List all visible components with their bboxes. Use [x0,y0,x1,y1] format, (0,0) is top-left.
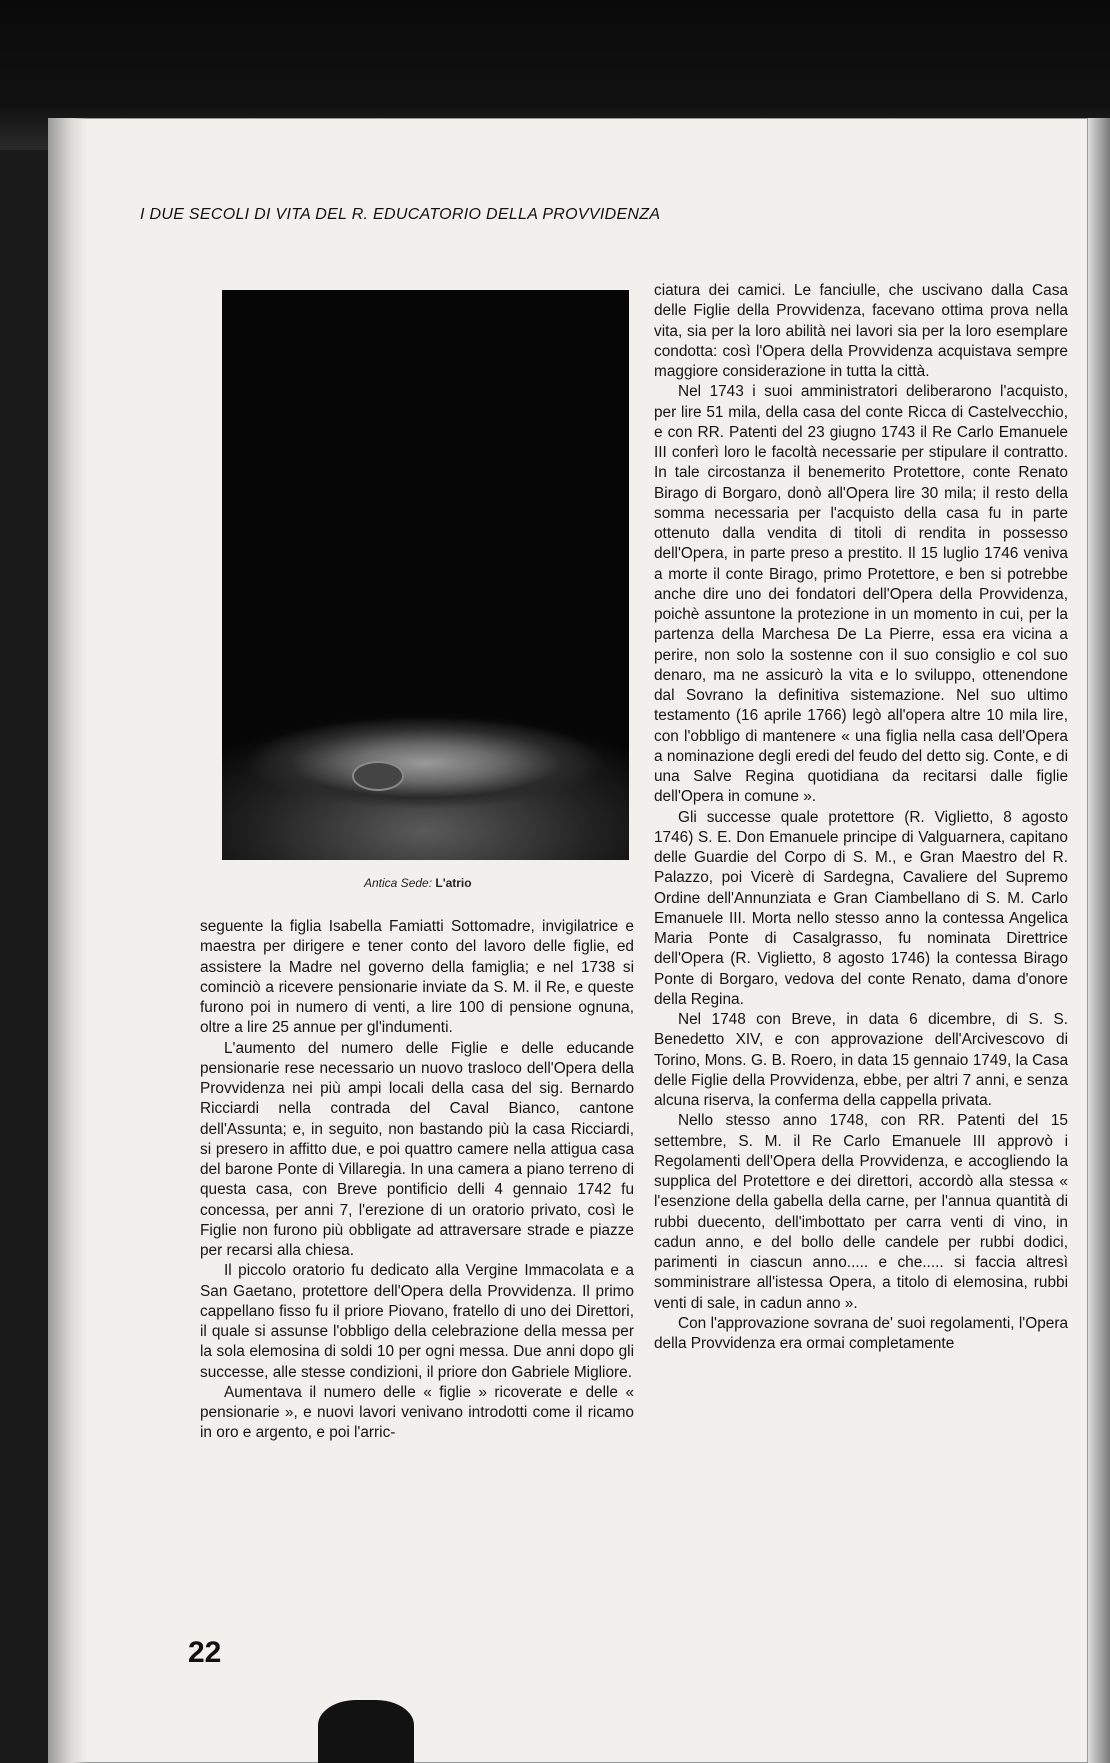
paragraph: Nel 1743 i suoi amministratori deliberarono l'acquisto, per lire 51 mila, della casa del conte Ricca di Castelvecchio, e con RR. Patenti del 23 giugno 1743 il Re Carlo Emanuele III conferì loro le facoltà necessarie per stipulare il contratto. In tale circostanza il benemerito Protettore, conte Renato Birago di Borgaro, donò all'Opera lire 30 mila; il resto della somma necessaria per l'acquisto della casa fu in parte ottenuto dalla vendita di titoli di rendita in possesso dell'Opera, in parte preso a prestito. Il 15 luglio 1746 veniva a morte il conte Birago, primo Protettore, e ben si potrebbe anche dire uno dei fondatori dell'Opera della Provvidenza, poichè assuntone la protezione in un momento in cui, per la partenza della Marchesa De La Pierre, essa era vicina a perire, non solo la sostenne con il suo consiglio e col suo denaro, ma ne assicurò la vita e lo sviluppo, ottenendone dal Sovrano la definitiva sistemazione. Nel suo ultimo testamento (16 aprile 1766) legò all'opera altre 10 mila lire, con l'obbligo di mantenere « una figlia nella casa dell'Opera a nominazione degli eredi del feudo del detto sig. Conte, e di una Salve Regina quotidiana da recitarsi dalle figlie dell'Opera in comune ». [654,383,1068,806]
paragraph: seguente la figlia Isabella Famiatti Sottomadre, invigilatrice e maestra per dirigere e tener conto del lavoro delle figlie, ed assistere la Madre nel governo della famiglia; e nel 1738 si cominciò a ricevere pensionarie inviate da S. M. il Re, e queste furono poi in numero di venti, a lire 100 di pensione ognuna, oltre a lire 25 annue per gl'indumenti. [200,918,634,1037]
page-edge-shadow [1088,118,1110,1763]
paragraph: Nel 1748 con Breve, in data 6 dicembre, di S. S. Benedetto XIV, e con approvazione dell'Arcivescovo di Torino, Mons. G. B. Roero, in data 15 gennaio 1749, la Casa delle Figlie della Provvidenza, ebbe, per altri 7 anni, e senza alcuna riserva, la conferma della cappella privata. [654,1011,1068,1109]
right-column [654,281,1068,1354]
page-number: 22 [188,1636,222,1669]
page-binding-shadow [48,118,88,1763]
paragraph: L'aumento del numero delle Figlie e delle educande pensionarie rese necessario un nuovo trasloco dell'Opera della Provvidenza nei più ampi locali della casa del sig. Bernardo Ricciardi nella contrada del Caval Bianco, cantone dell'Assunta; e, in seguito, non bastando più la casa Ricciardi, si presero in affitto due, e poi quattro camere nella attigua casa del barone Ponte di Villaregia. In una camera a piano terreno di questa casa, con Breve pontificio delli 4 gennaio 1742 fu concessa, per anni 7, l'erezione di un oratorio privato, così le Figlie non furono più obbligate ad attraversare strade e piazze per recarsi alla chiesa. [200,1039,634,1259]
photo-caption [364,876,472,890]
caption-italic: Antica Sede: [364,876,433,890]
paragraph: Gli successe quale protettore (R. Viglietto, 8 agosto 1746) S. E. Don Emanuele principe di Valguarnera, capitano delle Guardie del Corpo di S. M., e Gran Maestro del R. Palazzo, poi Vicerè di Sardegna, Cavaliere del Supremo Ordine dell'Annunziata e Gran Ciambellano di S. M. Carlo Emanuele III. Morta nello stesso anno la contessa Angelica Maria Ponte di Casalgrasso, fu nominata Direttrice dell'Opera (R. Viglietto, 8 agosto 1746) la contessa Birago Ponte di Borgaro, vedova del conte Renato, dama d'onore della Regina. [654,808,1068,1008]
scan-blot [318,1700,414,1763]
caption-bold: L'atrio [435,876,472,890]
left-column [200,917,634,1444]
photo-floor-drain [352,761,404,791]
paragraph: ciatura dei camici. Le fanciulle, che uscivano dalla Casa delle Figlie della Provvidenza, facevano ottima prova nella vita, sia per la loro abilità nei lavori sia per la loro esemplare condotta: così l'Opera della Provvidenza acquistava sempre maggiore considerazione in tutta la città. [654,282,1068,380]
paragraph: Il piccolo oratorio fu dedicato alla Vergine Immacolata e a San Gaetano, protettore dell'Opera della Provvidenza. Il primo cappellano fisso fu il priore Piovano, fratello di uno dei Direttori, il quale si assunse l'obbligo della celebrazione della messa per la sola elemosina di soldi 10 per ogni messa. Due anni dopo gli successe, alle stesse condizioni, il priore don Gabriele Migliore. [200,1262,634,1381]
paragraph: Aumentava il numero delle « figlie » ricoverate e delle « pensionarie », e nuovi lavori venivano introdotti come il ricamo in oro e argento, e poi l'arric- [200,1383,634,1442]
running-head: I DUE SECOLI DI VITA DEL R. EDUCATORIO DELLA PROVVIDENZA [140,206,661,223]
paragraph: Nello stesso anno 1748, con RR. Patenti del 15 settembre, S. M. il Re Carlo Emanuele III approvò i Regolamenti dell'Opera della Provvidenza, e accogliendo la supplica del Protettore e dei direttori, accordò alla stessa « l'esenzione della gabella della carne, per l'annua quantità di rubbi duecento, dell'imbottato per carra venti di vino, in cadun anno, e del bollo delle candele per rubbi dodici, parimenti in ciascun anno..... e che..... si faccia altresì somministrare all'istessa Opera, a titolo di elemosina, rubbi venti di sale, in cadun anno ». [654,1112,1068,1312]
photo-atrium [222,290,629,860]
paragraph: Con l'approvazione sovrana de' suoi regolamenti, l'Opera della Provvidenza era ormai completamente [654,1314,1068,1352]
